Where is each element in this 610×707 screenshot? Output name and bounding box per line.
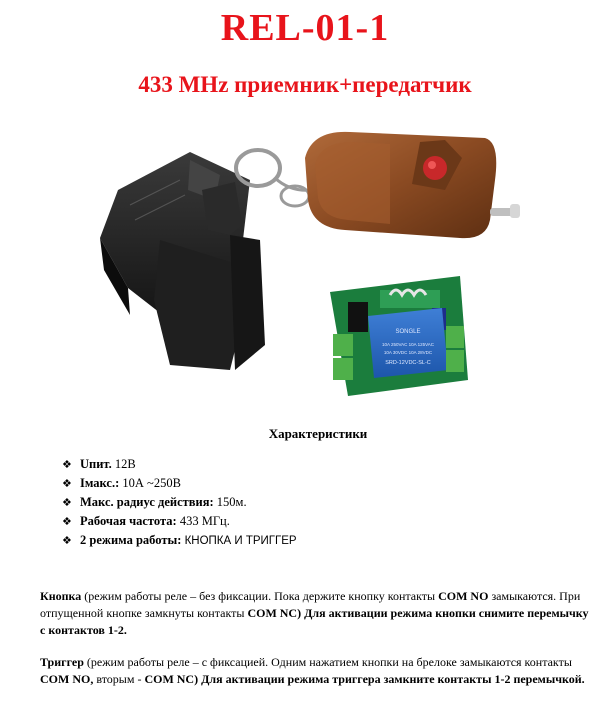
relay-spec-2: 10A 30VDC 10A 28VDC	[383, 350, 433, 355]
product-photo	[90, 120, 530, 420]
spec-item: ❖ Uпит. 12В	[62, 455, 297, 474]
page-subtitle: 433 MHz приемник+передатчик	[138, 72, 472, 97]
receiver-case	[100, 152, 265, 370]
relay-model: SRD-12VDC-SL-C	[385, 360, 431, 366]
receiver-board	[330, 276, 468, 396]
page-title: REL-01-1	[220, 7, 390, 49]
remote-fob	[305, 132, 520, 238]
diamond-bullet-icon: ❖	[62, 477, 72, 490]
diamond-bullet-icon: ❖	[62, 534, 72, 547]
trigger-mode-description: Триггер (режим работы реле – с фиксацией. Одним нажатием кнопки на брелоке замыкаются контакты COM NO, вторым - COM NC) Для активации режима триггера замкните контакты 1-2 перемычкой.	[40, 655, 585, 686]
relay-spec-1: 10A 250VAC 10A 125VAC	[381, 342, 435, 347]
spec-item: ❖ 2 режима работы: КНОПКА И ТРИГГЕР	[62, 531, 297, 550]
spec-item: ❖ Iмакс.: 10А ~250В	[62, 474, 297, 493]
relay-brand: SONGLE	[395, 329, 421, 335]
spec-item: ❖ Макс. радиус действия: 150м.	[62, 493, 297, 512]
specs-heading: Характеристики	[268, 426, 368, 441]
diamond-bullet-icon: ❖	[62, 458, 72, 471]
button-mode-description: Кнопка (режим работы реле – без фиксации. Пока держите кнопку контакты COM NO замыкаются. При отпущенной кнопке замкнуты контакты COM NC) Для активации режима кнопки снимите перемычку с контактов 1-2.	[40, 589, 589, 637]
diamond-bullet-icon: ❖	[62, 515, 72, 528]
diamond-bullet-icon: ❖	[62, 496, 72, 509]
spec-item: ❖ Рабочая частота: 433 МГц.	[62, 512, 297, 531]
specs-list	[62, 455, 297, 550]
